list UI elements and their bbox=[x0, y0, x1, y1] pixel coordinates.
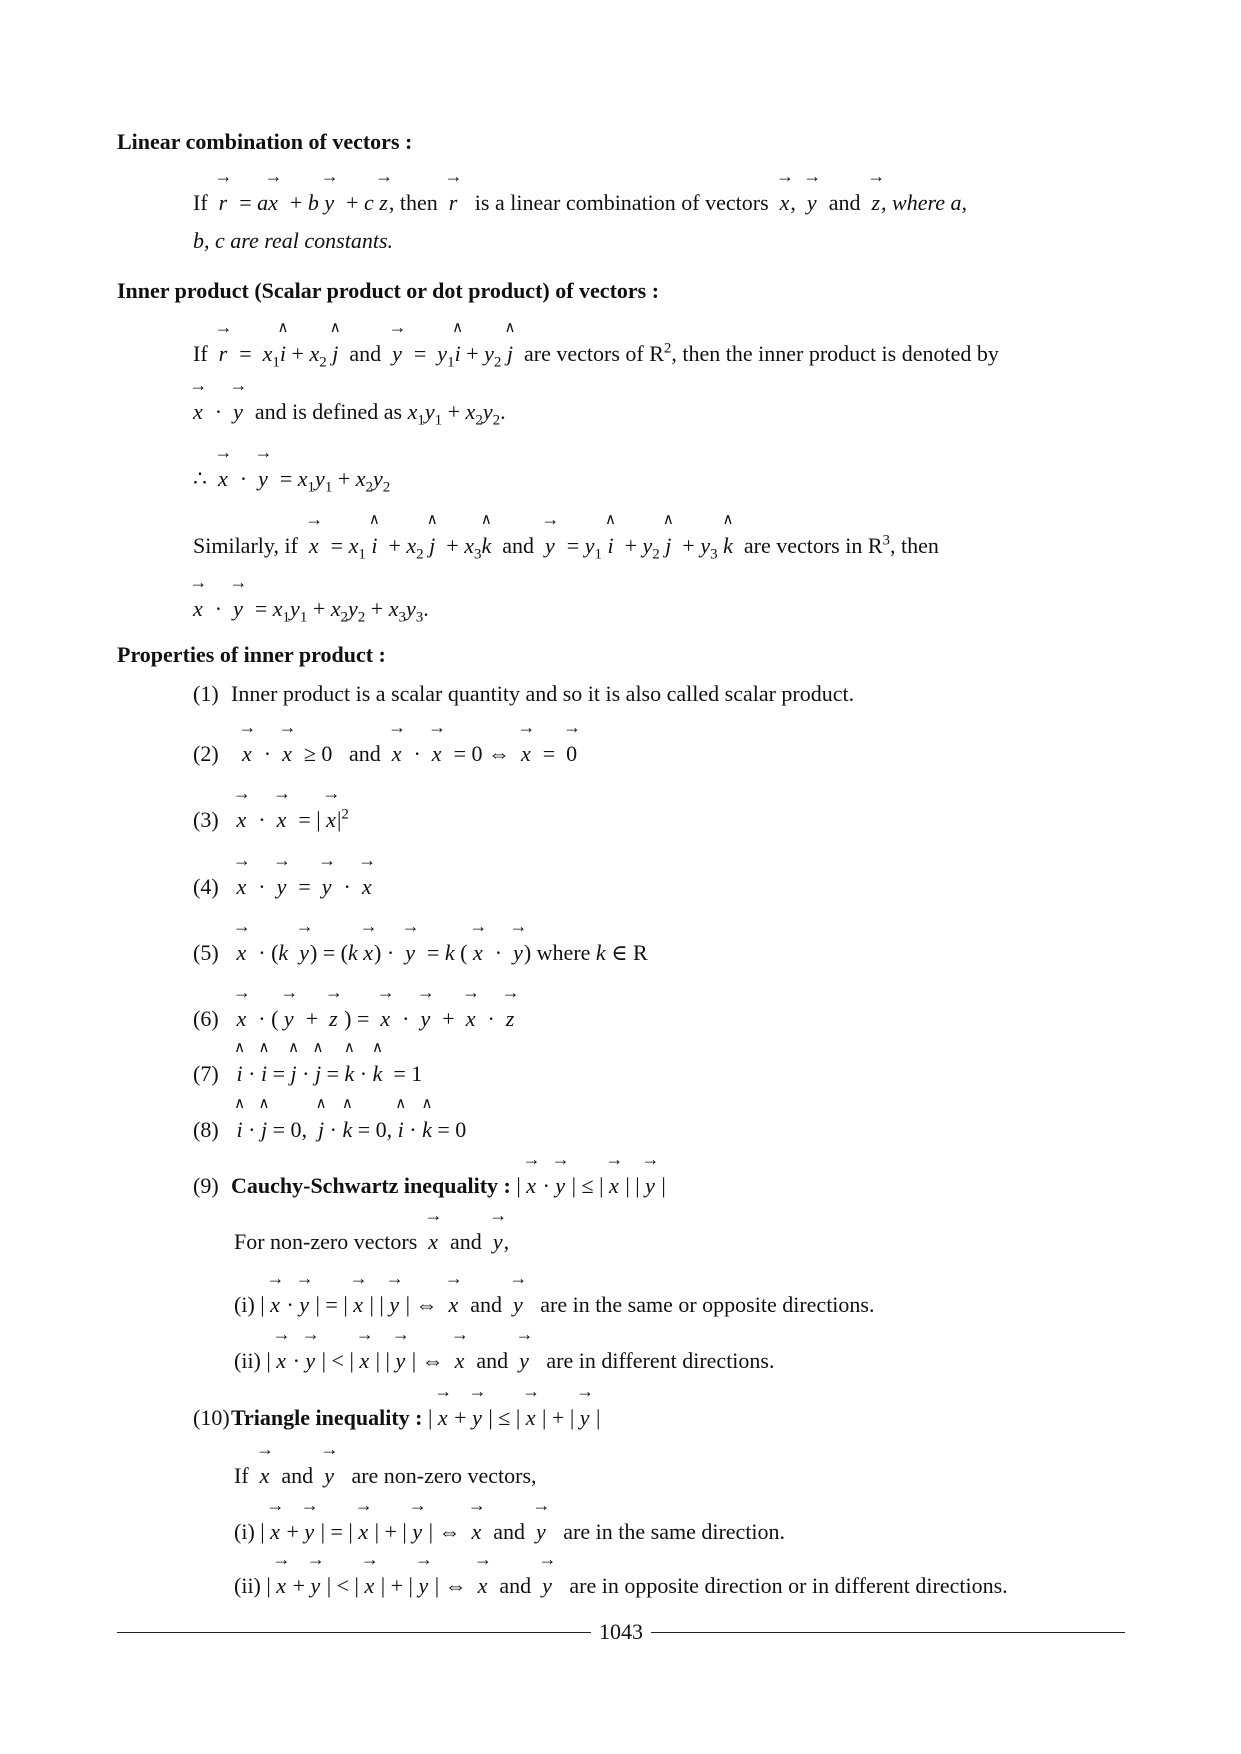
text-linear-comb: is a linear combination of vectors bbox=[474, 190, 769, 215]
property-number: (6) bbox=[193, 1006, 219, 1031]
property-6: (6) → x · ( → y + → z ) = → x · → y + → x · → z bbox=[193, 1005, 515, 1033]
property-10: (10)Triangle inequality : | → x + → y | ≤ | → x | + | → y | bbox=[193, 1404, 600, 1432]
linear-combination-statement: If → r = a→ x + b → y + c → z, then → r is a linear combination of vectors → x, → y and → z, where a, bbox=[193, 189, 967, 217]
property-9-case-ii: (ii) | → x · → y | < | → x | | → y | ⇔ → x and → y are in different directions. bbox=[234, 1347, 774, 1375]
inner-product-definition-r2: $If \to r = x_1\wedge$ $i + x_2$ ∧ j and → $y = y_1\wedge$ $i + y_2$ ∧ j are vectors of $R^2$, then the inner product is denoted by bbox=[193, 340, 999, 368]
text-if: If bbox=[234, 1463, 249, 1488]
text-then: , then bbox=[890, 533, 939, 558]
property-5: (5) → x · (k → y) = (k → x) · → y = k ( → x · → y) where k ∈ R bbox=[193, 939, 648, 967]
case-label: (i) bbox=[234, 1292, 255, 1317]
text-then: , then bbox=[388, 190, 438, 215]
footer-rule-left bbox=[117, 1632, 591, 1633]
heading-properties: Properties of inner product : bbox=[117, 642, 386, 667]
text-where: , where a, bbox=[881, 190, 967, 215]
inner-product-formula-r3: → x · → $y = x_1y_1 + x_2y_2 + x_3y_3$. bbox=[193, 595, 429, 623]
text-denoted-by: , then the inner product is denoted by bbox=[671, 341, 999, 366]
text-if: If bbox=[193, 190, 208, 215]
property-10-case-i: (i) | → x + → y | = | → x | + | → y | ⇔ → x and → y are in the same direction. bbox=[234, 1518, 785, 1546]
property-number: (8) bbox=[193, 1117, 219, 1142]
linear-combination-constants: b, c are real constants. bbox=[193, 228, 394, 253]
inner-product-notation: → x · → y and is defined as $x_1y_1 + x_2y_2$. bbox=[193, 398, 506, 426]
property-number: (3) bbox=[193, 807, 219, 832]
text-and: and bbox=[828, 190, 861, 215]
text-similarly: Similarly, if bbox=[193, 533, 298, 558]
property-number: (9) bbox=[193, 1173, 219, 1198]
text-nonzero: are non-zero vectors, bbox=[351, 1463, 537, 1488]
case-label: (ii) bbox=[234, 1348, 261, 1373]
property-8: (8) ∧ i · ∧ j = 0, ∧ j · ∧ k = 0, ∧ i · ∧ k = 0 bbox=[193, 1116, 466, 1144]
text-nonzero-vectors: For non-zero vectors bbox=[234, 1229, 418, 1254]
property-9: (9) Cauchy-Schwartz inequality : | → x · → y | ≤ | → x | | → y | bbox=[193, 1172, 666, 1200]
case-text: are in the same or opposite directions. bbox=[540, 1292, 875, 1317]
property-10-intro: If → x and → y are non-zero vectors, bbox=[234, 1462, 537, 1490]
triangle-inequality-title: Triangle inequality : bbox=[231, 1405, 423, 1430]
cauchy-schwartz-title: Cauchy-Schwartz inequality : bbox=[231, 1173, 511, 1198]
text-and: and bbox=[502, 533, 535, 558]
inner-product-definition-r3: Similarly, if → $x = x_1$ ∧ $i + x_2$ ∧ $j + x_3\wedge$ k and → $y = y_1$ ∧ $i + y_2$ ∧ $j + y_3$ ∧ k are vectors in $R^3$, then bbox=[193, 532, 939, 560]
footer-rule-right bbox=[651, 1632, 1125, 1633]
property-9-intro: For non-zero vectors → x and → y, bbox=[234, 1228, 509, 1256]
property-9-case-i: (i) | → x · → y | = | → x | | → y | ⇔ → x and → y are in the same or opposite directions. bbox=[234, 1291, 874, 1319]
property-1 bbox=[193, 680, 854, 708]
inner-product-formula: ∴ → x · → $y = x_1y_1 + x_2y_2$ bbox=[193, 465, 390, 493]
case-text: are in different directions. bbox=[546, 1348, 775, 1373]
property-3: (3) → x · → x = | → $x|^2$ bbox=[193, 806, 349, 834]
property-text: Inner product is a scalar quantity and so it is also called scalar product. bbox=[231, 681, 855, 706]
property-number: (10) bbox=[193, 1405, 230, 1430]
property-2: (2) → x · → x ≥ 0 and → x · → x = 0 ⇔ → x = → 0 bbox=[193, 740, 578, 768]
property-number: (7) bbox=[193, 1061, 219, 1086]
case-label: (i) bbox=[234, 1519, 255, 1544]
heading-linear-combination: Linear combination of vectors : bbox=[117, 129, 413, 154]
property-4: (4) → x · → y = → y · → x bbox=[193, 873, 373, 901]
case-text: are in the same direction. bbox=[563, 1519, 786, 1544]
text-if: If bbox=[193, 341, 208, 366]
text-where: where bbox=[536, 940, 591, 965]
page-number: 1043 bbox=[599, 1619, 643, 1644]
property-number: (4) bbox=[193, 874, 219, 899]
property-7: (7) ∧ i · ∧ i = ∧ j · ∧ j = ∧ k · ∧ k = 1 bbox=[193, 1060, 422, 1088]
property-number: (5) bbox=[193, 940, 219, 965]
heading-inner-product: Inner product (Scalar product or dot product) of vectors : bbox=[117, 278, 660, 303]
property-10-case-ii: (ii) | → x + → y | < | → x | + | → y | ⇔ → x and → y are in opposite direction or in different directions. bbox=[234, 1572, 1008, 1600]
text-and: and bbox=[349, 341, 382, 366]
property-number: (1) bbox=[193, 681, 219, 706]
text-vectors-in: are vectors in R bbox=[743, 533, 883, 558]
text-and: and bbox=[348, 741, 381, 766]
text-vectors-of: are vectors of R bbox=[524, 341, 664, 366]
case-text: are in opposite direction or in different directions. bbox=[569, 1573, 1008, 1598]
text-and: and bbox=[450, 1229, 482, 1254]
property-number: (2) bbox=[193, 741, 219, 766]
text-defined-as: and is defined as bbox=[254, 399, 403, 424]
case-label: (ii) bbox=[234, 1573, 261, 1598]
